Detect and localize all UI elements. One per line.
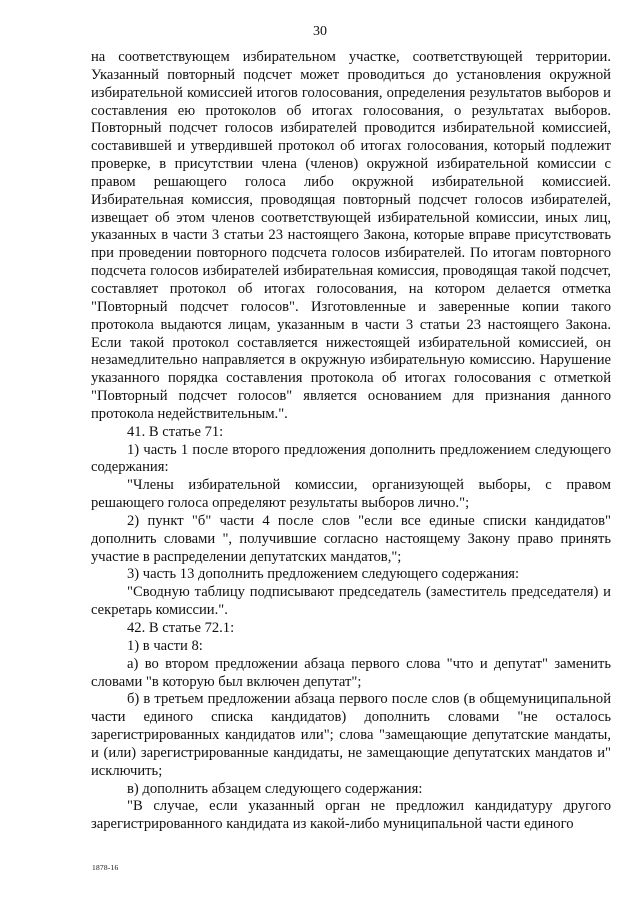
document-body: [91, 49, 611, 834]
paragraph-5: 2) пункт "б" части 4 после слов "если все единые списки кандидатов" дополнить словами ", получившие согласно настоящему Закону право принять участие в распределении депутатских мандатов,";: [91, 512, 611, 565]
paragraph-7: "Сводную таблицу подписывают председатель (заместитель председателя) и секретарь комиссии.".: [91, 584, 611, 619]
paragraph-4: "Члены избирательной комиссии, организующей выборы, с правом решающего голоса определяют результаты выборов лично.";: [91, 477, 611, 512]
paragraph-11: б) в третьем предложении абзаца первого после слов (в общемуниципальной части единого списка кандидатов) дополнить словами "не осталось зарегистрированных кандидатов или"; слова "замещающие депутатские мандаты, и (или) зарегистрированные кандидаты, не замещающие депутатских мандатов и" исключить;: [91, 691, 611, 779]
paragraph-10: а) во втором предложении абзаца первого слова "что и депутат" заменить словами "в которую был включен депутат";: [91, 655, 611, 690]
paragraph-8: 42. В статье 72.1:: [127, 620, 235, 636]
paragraph-12: в) дополнить абзацем следующего содержания:: [127, 780, 423, 797]
footer-document-code: 1878-16: [92, 863, 119, 872]
paragraph-9: 1) в части 8:: [127, 637, 203, 654]
page-number: 30: [313, 24, 327, 39]
paragraph-6: 3) часть 13 дополнить предложением следующего содержания:: [127, 566, 520, 583]
paragraph-1: на соответствующем избирательном участке, соответствующей территории. Указанный повторный подсчет может проводиться до установления окружной избирательной комиссией итогов голосования, определения результатов выборов и составления ею протоколов об итогах голосования, о результатах выборов. Повторный подсчет голосов избирателей проводится избирательной комиссией, составившей и утвердившей протокол об итогах голосования, который подлежит проверке, в присутствии члена (членов) окружной избирательной комиссии с правом решающего голоса либо окружной избирательной комиссией. Избирательная комиссия, проводящая повторный подсчет голосов избирателей, извещает об этом членов соответствующей избирательной комиссии, иных лиц, указанных в части 3 статьи 23 настоящего Закона, которые вправе присутствовать при проведении повторного подсчета голосов избирателей. По итогам повторного подсчета голосов избирателей избирательная комиссия, проводящая такой подсчет, составляет протокол об итогах голосования, на котором делается отметка "Повторный подсчет голосов". Изготовленные и заверенные копии такого протокола выдаются лицам, указанным в части 3 статьи 23 настоящего Закона. Если такой протокол составляется нижестоящей избирательной комиссией, он незамедлительно направляется в окружную избирательную комиссию. Нарушение указанного порядка составления протокола об итогах голосования с отметкой "Повторный подсчет голосов" является основанием для признания данного протокола недействительным.".: [91, 49, 611, 422]
paragraph-2: 41. В статье 71:: [127, 423, 224, 440]
paragraph-13: "В случае, если указанный орган не предложил кандидатуру другого зарегистрированного кандидата из какой-либо муниципальной части единого: [91, 798, 611, 833]
paragraph-3: 1) часть 1 после второго предложения дополнить предложением следующего содержания:: [91, 441, 611, 476]
